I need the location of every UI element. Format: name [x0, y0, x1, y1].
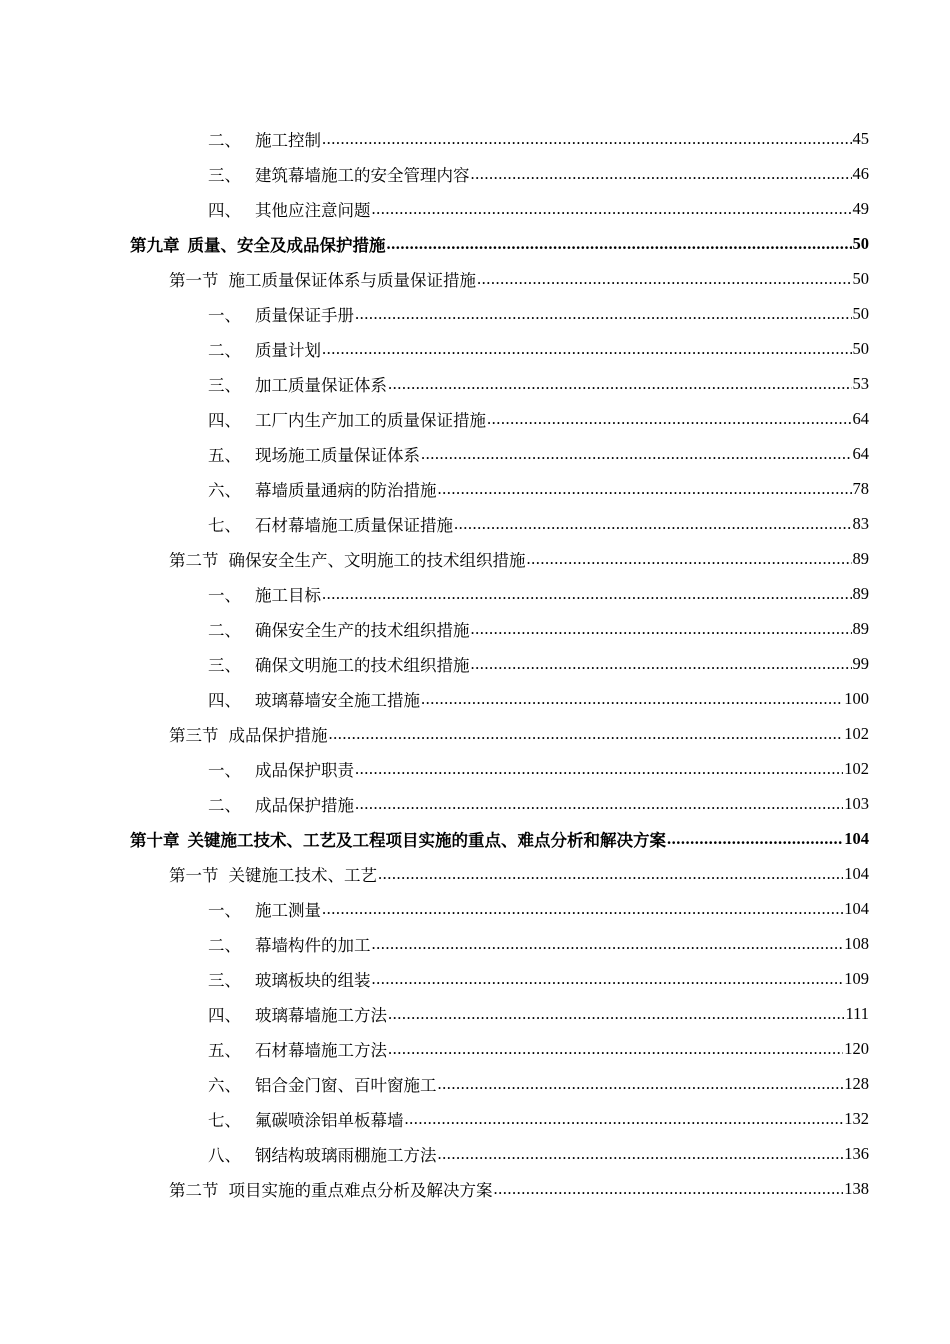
toc-dot-leader — [471, 654, 852, 674]
toc-page-number: 64 — [852, 443, 869, 463]
toc-item-entry[interactable] — [0, 1136, 950, 1171]
toc-entry-title: 确保文明施工的技术组织措施 — [255, 655, 470, 675]
toc-page-number: 104 — [844, 863, 869, 883]
toc-item-entry[interactable] — [0, 296, 950, 331]
toc-entry-title: 其他应注意问题 — [255, 200, 371, 220]
toc-page-number: 89 — [852, 548, 869, 568]
toc-dot-leader — [355, 304, 852, 324]
toc-dot-leader — [421, 689, 843, 709]
toc-entry-number: 三、 — [208, 375, 241, 395]
toc-page-number: 138 — [844, 1178, 869, 1198]
toc-dot-leader — [387, 234, 852, 254]
toc-dot-leader — [477, 269, 852, 289]
toc-entry-number: 五、 — [208, 1040, 241, 1060]
toc-entry-title: 施工质量保证体系与质量保证措施 — [228, 270, 476, 290]
toc-entry-number: 一、 — [208, 305, 241, 325]
toc-page-number: 104 — [844, 898, 869, 918]
toc-item-entry[interactable] — [0, 121, 950, 156]
toc-section-entry[interactable] — [0, 1171, 950, 1206]
toc-dot-leader — [421, 444, 852, 464]
toc-entry-title: 工厂内生产加工的质量保证措施 — [255, 410, 486, 430]
toc-dot-leader — [405, 1109, 844, 1129]
toc-entry-number: 三、 — [208, 655, 241, 675]
toc-entry-number: 二、 — [208, 935, 241, 955]
toc-dot-leader — [471, 164, 852, 184]
toc-entry-number: 四、 — [208, 1005, 241, 1025]
toc-entry-title: 玻璃幕墙安全施工措施 — [255, 690, 420, 710]
toc-dot-leader — [667, 829, 843, 849]
toc-section-entry[interactable] — [0, 261, 950, 296]
toc-item-entry[interactable] — [0, 891, 950, 926]
toc-page-number: 45 — [852, 128, 869, 148]
toc-page-number: 53 — [852, 373, 869, 393]
toc-page-number: 99 — [852, 653, 869, 673]
toc-entry-title: 确保安全生产的技术组织措施 — [255, 620, 470, 640]
toc-item-entry[interactable] — [0, 576, 950, 611]
toc-page-number: 50 — [852, 233, 869, 253]
toc-entry-number: 三、 — [208, 165, 241, 185]
toc-entry-number: 一、 — [208, 760, 241, 780]
toc-item-entry[interactable] — [0, 751, 950, 786]
toc-entry-number: 第十章 — [130, 830, 180, 850]
toc-entry-title: 确保安全生产、文明施工的技术组织措施 — [228, 550, 526, 570]
toc-page-number: 132 — [844, 1108, 869, 1128]
toc-entry-title: 施工目标 — [255, 585, 321, 605]
toc-dot-leader — [372, 934, 844, 954]
toc-dot-leader — [378, 864, 843, 884]
toc-entry-number: 一、 — [208, 900, 241, 920]
toc-entry-title: 成品保护措施 — [255, 795, 354, 815]
toc-entry-title: 质量、安全及成品保护措施 — [187, 235, 386, 255]
toc-entry-title: 现场施工质量保证体系 — [255, 445, 420, 465]
toc-item-entry[interactable] — [0, 1066, 950, 1101]
toc-item-entry[interactable] — [0, 961, 950, 996]
toc-item-entry[interactable] — [0, 436, 950, 471]
toc-entry-number: 二、 — [208, 130, 241, 150]
toc-entry-number: 第二节 — [169, 550, 219, 570]
toc-chapter-entry[interactable] — [0, 821, 950, 856]
toc-entry-number: 第二节 — [169, 1180, 219, 1200]
toc-section-entry[interactable] — [0, 541, 950, 576]
toc-entry-number: 二、 — [208, 340, 241, 360]
toc-section-entry[interactable] — [0, 856, 950, 891]
toc-page-number: 102 — [844, 758, 869, 778]
toc-entry-number: 六、 — [208, 480, 241, 500]
toc-entry-title: 幕墙构件的加工 — [255, 935, 371, 955]
toc-entry-title: 铝合金门窗、百叶窗施工 — [255, 1075, 437, 1095]
toc-dot-leader — [388, 374, 852, 394]
toc-entry-number: 四、 — [208, 200, 241, 220]
toc-entry-title: 质量计划 — [255, 340, 321, 360]
toc-item-entry[interactable] — [0, 331, 950, 366]
toc-item-entry[interactable] — [0, 506, 950, 541]
toc-item-entry[interactable] — [0, 996, 950, 1031]
toc-entry-number: 第三节 — [169, 725, 219, 745]
table-of-contents — [0, 121, 950, 1206]
toc-page-number: 50 — [852, 268, 869, 288]
toc-item-entry[interactable] — [0, 156, 950, 191]
toc-page-number: 136 — [844, 1143, 869, 1163]
toc-page-number: 109 — [844, 968, 869, 988]
toc-dot-leader — [487, 409, 852, 429]
toc-entry-number: 八、 — [208, 1145, 241, 1165]
toc-entry-number: 三、 — [208, 970, 241, 990]
toc-entry-title: 成品保护措施 — [228, 725, 328, 745]
toc-entry-title: 施工控制 — [255, 130, 321, 150]
toc-page-number: 89 — [852, 583, 869, 603]
toc-page-number: 46 — [852, 163, 869, 183]
toc-entry-title: 质量保证手册 — [255, 305, 354, 325]
toc-entry-title: 钢结构玻璃雨棚施工方法 — [255, 1145, 437, 1165]
toc-entry-title: 项目实施的重点难点分析及解决方案 — [228, 1180, 493, 1200]
toc-entry-number: 二、 — [208, 795, 241, 815]
toc-entry-number: 四、 — [208, 690, 241, 710]
toc-dot-leader — [322, 584, 852, 604]
toc-dot-leader — [494, 1179, 844, 1199]
toc-section-entry[interactable] — [0, 716, 950, 751]
toc-item-entry[interactable] — [0, 191, 950, 226]
toc-item-entry[interactable] — [0, 681, 950, 716]
toc-entry-number: 四、 — [208, 410, 241, 430]
toc-dot-leader — [355, 759, 843, 779]
toc-page-number: 83 — [852, 513, 869, 533]
toc-page-number: 64 — [852, 408, 869, 428]
toc-entry-title: 幕墙质量通病的防治措施 — [255, 480, 437, 500]
toc-entry-title: 石材幕墙施工方法 — [255, 1040, 387, 1060]
toc-entry-title: 石材幕墙施工质量保证措施 — [255, 515, 453, 535]
toc-dot-leader — [388, 1004, 844, 1024]
toc-item-entry[interactable] — [0, 1101, 950, 1136]
toc-dot-leader — [438, 1074, 844, 1094]
toc-dot-leader — [372, 199, 852, 219]
toc-item-entry[interactable] — [0, 786, 950, 821]
toc-dot-leader — [355, 794, 843, 814]
toc-entry-title: 建筑幕墙施工的安全管理内容 — [255, 165, 470, 185]
toc-dot-leader — [438, 1144, 844, 1164]
toc-entry-number: 六、 — [208, 1075, 241, 1095]
toc-item-entry[interactable] — [0, 646, 950, 681]
toc-entry-title: 玻璃板块的组装 — [255, 970, 371, 990]
toc-entry-title: 关键施工技术、工艺及工程项目实施的重点、难点分析和解决方案 — [187, 830, 666, 850]
toc-dot-leader — [322, 339, 852, 359]
toc-page-number: 100 — [844, 688, 869, 708]
toc-page-number: 128 — [844, 1073, 869, 1093]
toc-entry-title: 施工测量 — [255, 900, 321, 920]
toc-chapter-entry[interactable] — [0, 226, 950, 261]
toc-dot-leader — [388, 1039, 843, 1059]
toc-entry-number: 第九章 — [130, 235, 180, 255]
toc-dot-leader — [322, 899, 843, 919]
toc-page-number: 103 — [844, 793, 869, 813]
toc-entry-number: 五、 — [208, 445, 241, 465]
toc-dot-leader — [454, 514, 852, 534]
toc-page-number: 111 — [845, 1003, 869, 1023]
toc-page-number: 78 — [852, 478, 869, 498]
toc-item-entry[interactable] — [0, 611, 950, 646]
toc-page-number: 49 — [852, 198, 869, 218]
toc-item-entry[interactable] — [0, 401, 950, 436]
toc-page-number: 102 — [844, 723, 869, 743]
toc-entry-number: 七、 — [208, 1110, 241, 1130]
toc-dot-leader — [329, 724, 844, 744]
toc-dot-leader — [527, 549, 852, 569]
toc-dot-leader — [322, 129, 852, 149]
toc-entry-number: 七、 — [208, 515, 241, 535]
toc-entry-title: 关键施工技术、工艺 — [228, 865, 377, 885]
toc-entry-number: 第一节 — [169, 865, 219, 885]
toc-entry-title: 加工质量保证体系 — [255, 375, 387, 395]
toc-page-number: 89 — [852, 618, 869, 638]
toc-entry-number: 二、 — [208, 620, 241, 640]
toc-page-number: 108 — [844, 933, 869, 953]
toc-entry-title: 成品保护职责 — [255, 760, 354, 780]
toc-dot-leader — [372, 969, 844, 989]
toc-entry-number: 一、 — [208, 585, 241, 605]
toc-page-number: 104 — [844, 828, 869, 848]
toc-item-entry[interactable] — [0, 1031, 950, 1066]
toc-page-number: 50 — [852, 303, 869, 323]
toc-item-entry[interactable] — [0, 366, 950, 401]
toc-item-entry[interactable] — [0, 926, 950, 961]
toc-dot-leader — [438, 479, 852, 499]
toc-dot-leader — [471, 619, 852, 639]
toc-page-number: 120 — [844, 1038, 869, 1058]
toc-page-number: 50 — [852, 338, 869, 358]
toc-entry-number: 第一节 — [169, 270, 219, 290]
toc-entry-title: 氟碳喷涂铝单板幕墙 — [255, 1110, 404, 1130]
toc-item-entry[interactable] — [0, 471, 950, 506]
toc-entry-title: 玻璃幕墙施工方法 — [255, 1005, 387, 1025]
